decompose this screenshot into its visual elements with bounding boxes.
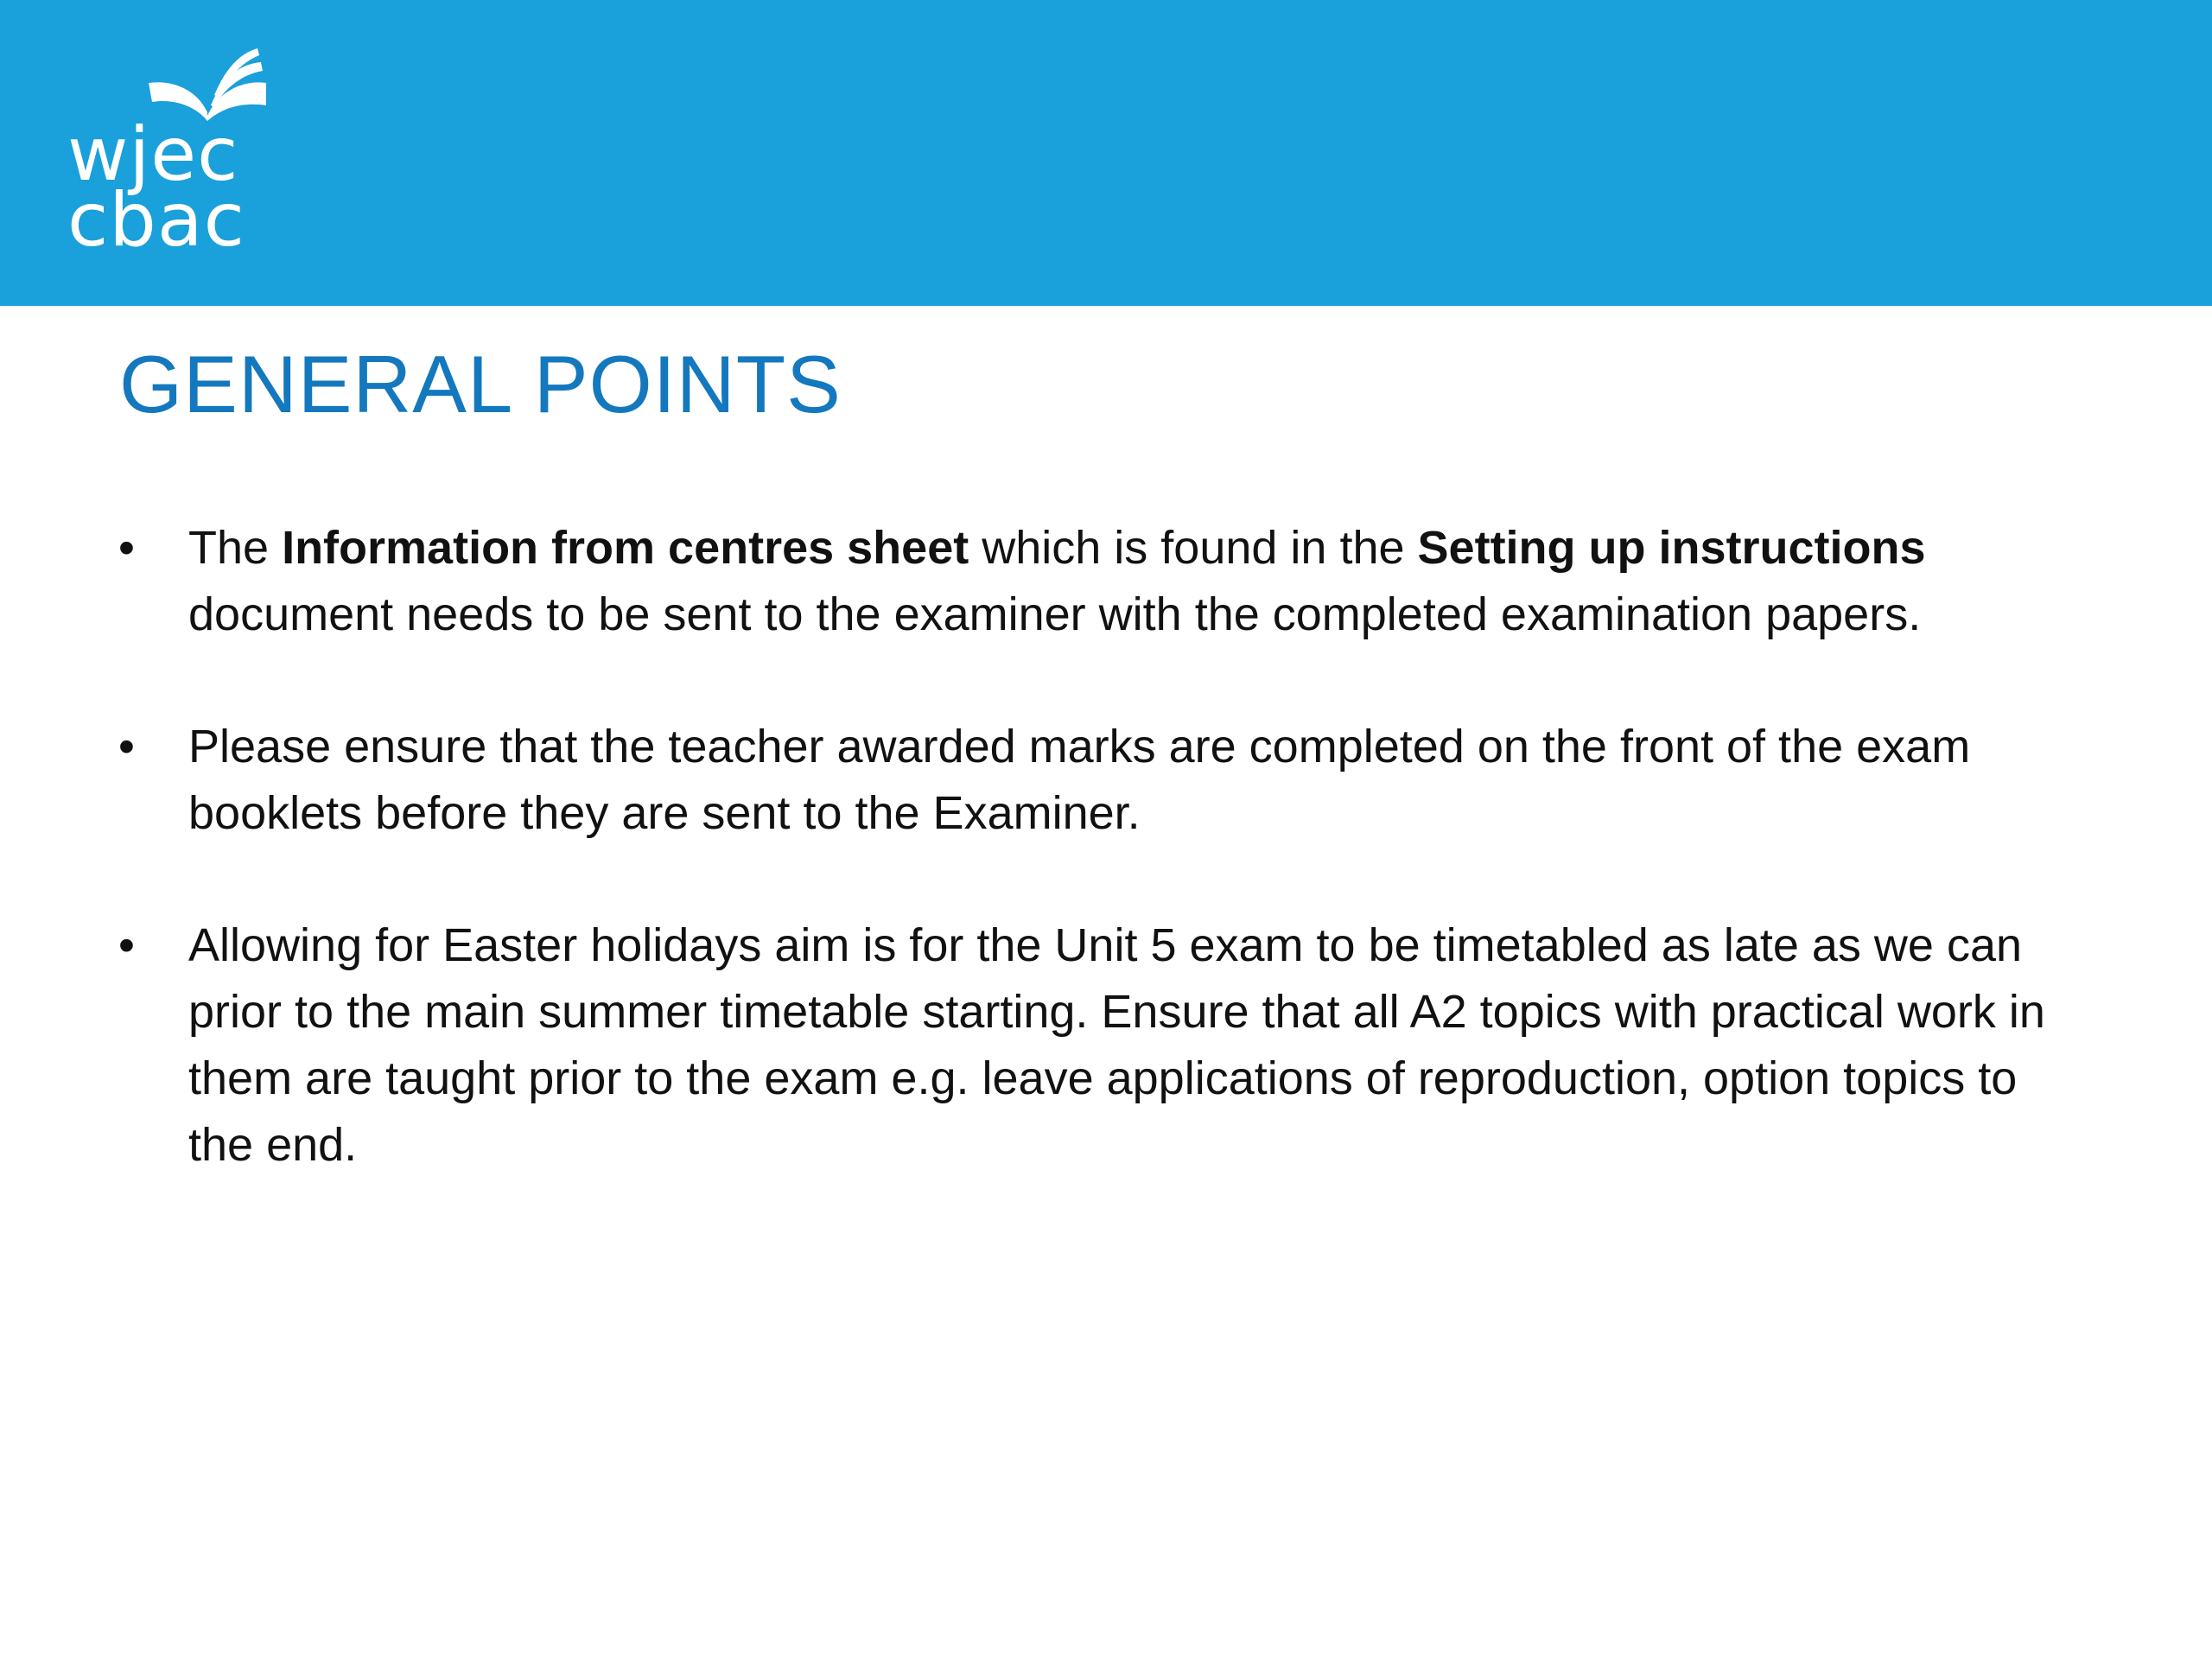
slide-title: GENERAL POINTS (119, 339, 842, 429)
bullet-item-2 (0, 714, 2212, 847)
bullet-1-text-a: The (188, 522, 283, 574)
header-band (0, 0, 2212, 306)
bullet-2-text: Please ensure that the teacher awarded marks are completed on the front of the exam booklets before they are sent to the Examiner. (188, 721, 1971, 839)
bullet-dot: • (118, 522, 135, 574)
bullet-1-text-b: which is found in the (969, 522, 1418, 574)
bullet-list (0, 515, 2212, 1244)
bullet-dot: • (118, 721, 135, 772)
bullet-3-text: Allowing for Easter holidays aim is for the Unit 5 exam to be timetabled as late as we can prior to the main summer timetable starting. Ensure that all A2 topics with practical work in them are taught prior to the exam e.g. leave applications of reproduction, option topics to the end. (188, 919, 2045, 1171)
bullet-item-3 (0, 912, 2212, 1179)
bullet-1-text-c: document needs to be sent to the examiner with the completed examination papers. (188, 588, 1922, 640)
bullet-1-bold-a: Information from centres sheet (282, 522, 969, 574)
bullet-item-1 (0, 515, 2212, 648)
bullet-1-bold-b: Setting up instructions (1417, 522, 1926, 574)
bullet-dot: • (118, 919, 135, 971)
logo-wjec-text: wjec (67, 111, 239, 198)
wjec-cbac-logo (67, 45, 292, 264)
logo-cbac-text: cbac (67, 177, 245, 264)
